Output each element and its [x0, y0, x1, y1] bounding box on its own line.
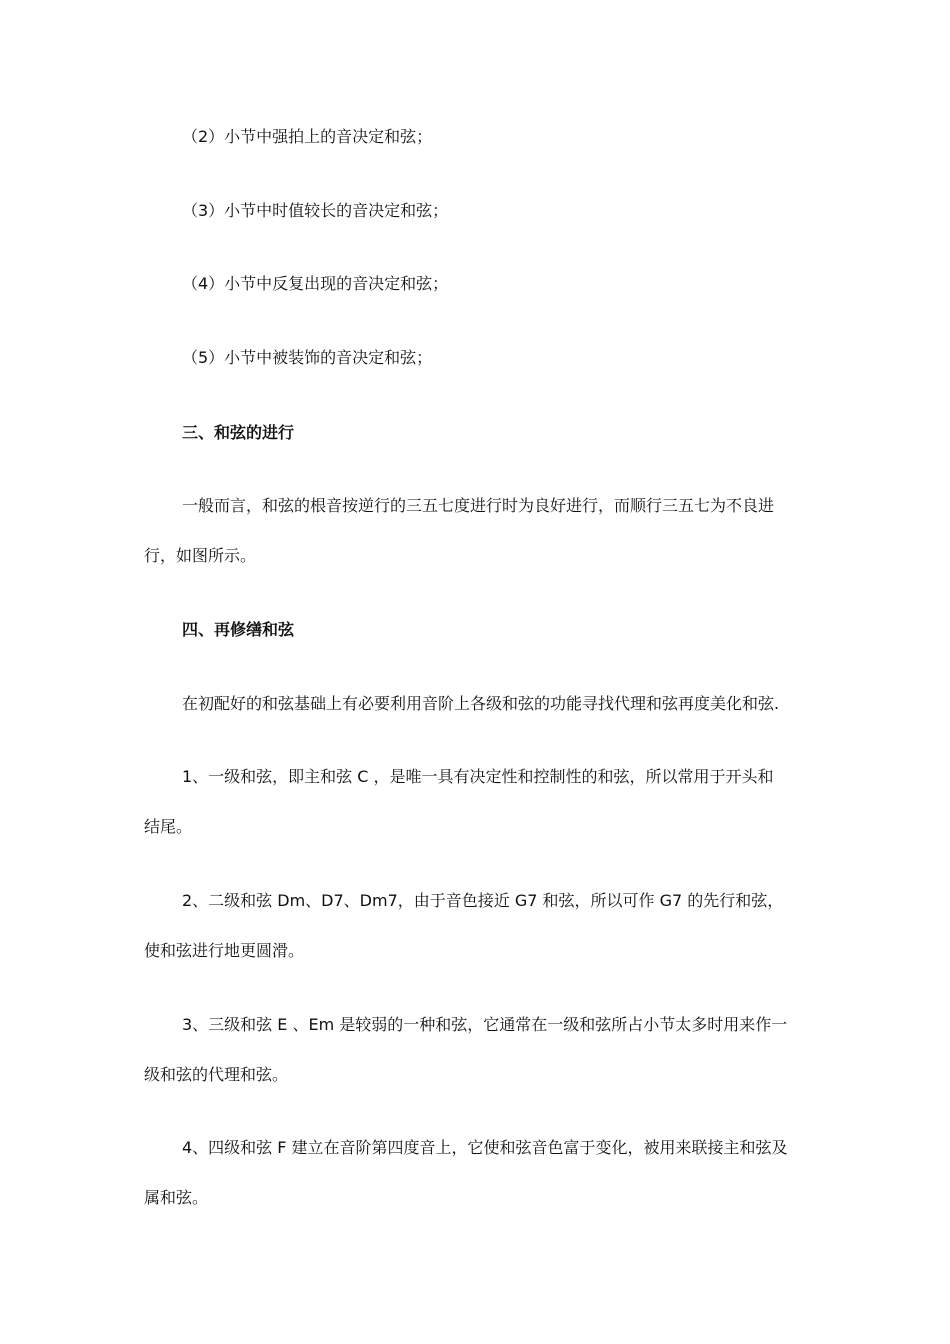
section-3-paragraph-line-2: 行，如图所示。 — [144, 546, 257, 565]
section-3-paragraph-line-1: 一般而言，和弦的根音按逆行的三五七度进行时为良好进行，而顺行三五七为不良进 — [182, 496, 775, 515]
list-item-5: （5）小节中被装饰的音决定和弦； — [182, 348, 433, 367]
chord-item-1-line-2: 结尾。 — [144, 817, 193, 836]
chord-item-4-line-2: 属和弦。 — [144, 1188, 209, 1207]
chord-item-2-line-2: 使和弦进行地更圆滑。 — [144, 941, 305, 960]
section-4-intro: 在初配好的和弦基础上有必要利用音阶上各级和弦的功能寻找代理和弦再度美化和弦. — [182, 694, 780, 713]
chord-item-3-line-1: 3、三级和弦 E 、Em 是较弱的一种和弦，它通常在一级和弦所占小节太多时用来作一 — [182, 1015, 788, 1034]
section-3-heading: 三、和弦的进行 — [182, 423, 295, 442]
list-item-3: （3）小节中时值较长的音决定和弦； — [182, 201, 449, 220]
chord-item-3-line-2: 级和弦的代理和弦。 — [144, 1065, 289, 1084]
chord-item-4-line-1: 4、四级和弦 F 建立在音阶第四度音上，它使和弦音色富于变化，被用来联接主和弦及 — [182, 1138, 788, 1157]
list-item-2: （2）小节中强拍上的音决定和弦； — [182, 127, 433, 146]
chord-item-1-line-1: 1、一级和弦，即主和弦 C ，是唯一具有决定性和控制性的和弦，所以常用于开头和 — [182, 767, 774, 786]
section-4-heading: 四、再修缮和弦 — [182, 620, 295, 639]
chord-item-2-line-1: 2、二级和弦 Dm、D7、Dm7，由于音色接近 G7 和弦，所以可作 G7 的先行和弦， — [182, 891, 784, 910]
list-item-4: （4）小节中反复出现的音决定和弦； — [182, 274, 449, 293]
